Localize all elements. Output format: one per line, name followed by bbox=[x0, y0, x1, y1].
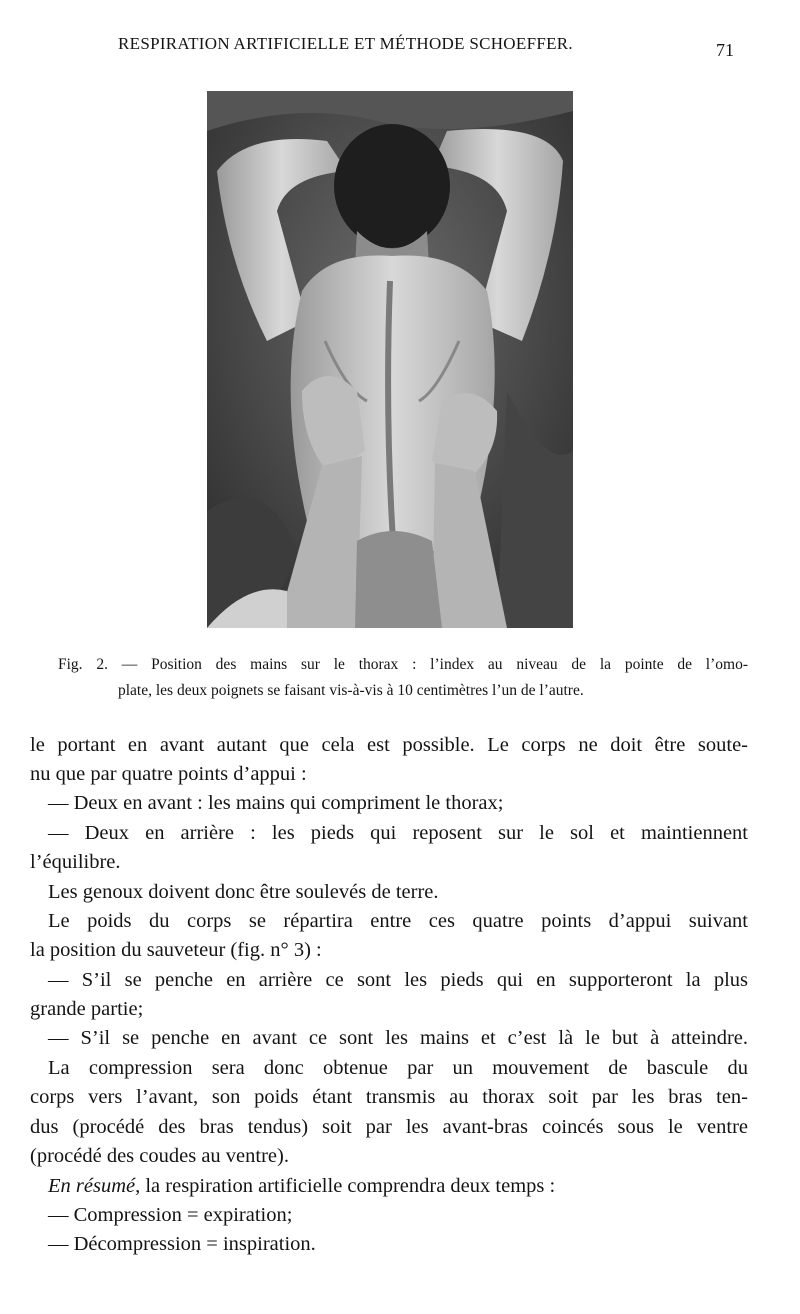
photo-back-with-hands bbox=[207, 91, 573, 628]
caption-line: Fig. 2. — Position des mains sur le thorax : l’index au niveau de la pointe de l’omo- bbox=[58, 656, 748, 673]
text-line: dus (procédé des bras tendus) soit par les avant-bras coincés sous le ventre bbox=[30, 1116, 748, 1138]
figure-photograph bbox=[207, 91, 573, 628]
text-line: le portant en avant autant que cela est possible. Le corps ne doit être soute- bbox=[30, 734, 748, 756]
list-item: — S’il se penche en arrière ce sont les pieds qui en supporteront la plus bbox=[48, 969, 748, 991]
list-item: — S’il se penche en avant ce sont les mains et c’est là le but à atteindre. bbox=[48, 1027, 748, 1049]
paragraph-start: La compression sera donc obtenue par un mouvement de bascule du bbox=[48, 1057, 748, 1079]
page-number: 71 bbox=[716, 40, 734, 60]
text-line: grande partie; bbox=[30, 998, 144, 1020]
text-line: la position du sauveteur (fig. n° 3) : bbox=[30, 939, 322, 961]
summary-lead: En résumé, bbox=[48, 1175, 141, 1197]
figure-caption bbox=[58, 652, 748, 704]
list-item: — Deux en arrière : les pieds qui reposent sur le sol et maintiennent bbox=[48, 822, 748, 844]
text-line: corps vers l’avant, son poids étant transmis au thorax soit par les bras ten- bbox=[30, 1086, 748, 1108]
summary-line bbox=[48, 1175, 555, 1198]
text-line: (procédé des coudes au ventre). bbox=[30, 1145, 289, 1167]
summary-rest: la respiration artificielle comprendra deux temps : bbox=[145, 1175, 556, 1197]
caption-line: plate, les deux poignets se faisant vis-à-vis à 10 centimètres l’un de l’autre. bbox=[118, 682, 584, 699]
list-item: — Compression = expiration; bbox=[48, 1204, 293, 1226]
list-item: — Deux en avant : les mains qui compriment le thorax; bbox=[48, 792, 504, 814]
running-title: RESPIRATION ARTIFICIELLE ET MÉTHODE SCHOEFFER. bbox=[118, 34, 573, 53]
text-line: nu que par quatre points d’appui : bbox=[30, 763, 307, 785]
paragraph-start: Les genoux doivent donc être soulevés de terre. bbox=[48, 881, 439, 903]
list-item: — Décompression = inspiration. bbox=[48, 1233, 316, 1255]
paragraph-start: Le poids du corps se répartira entre ces quatre points d’appui suivant bbox=[48, 910, 748, 932]
text-line: l’équilibre. bbox=[30, 851, 121, 873]
